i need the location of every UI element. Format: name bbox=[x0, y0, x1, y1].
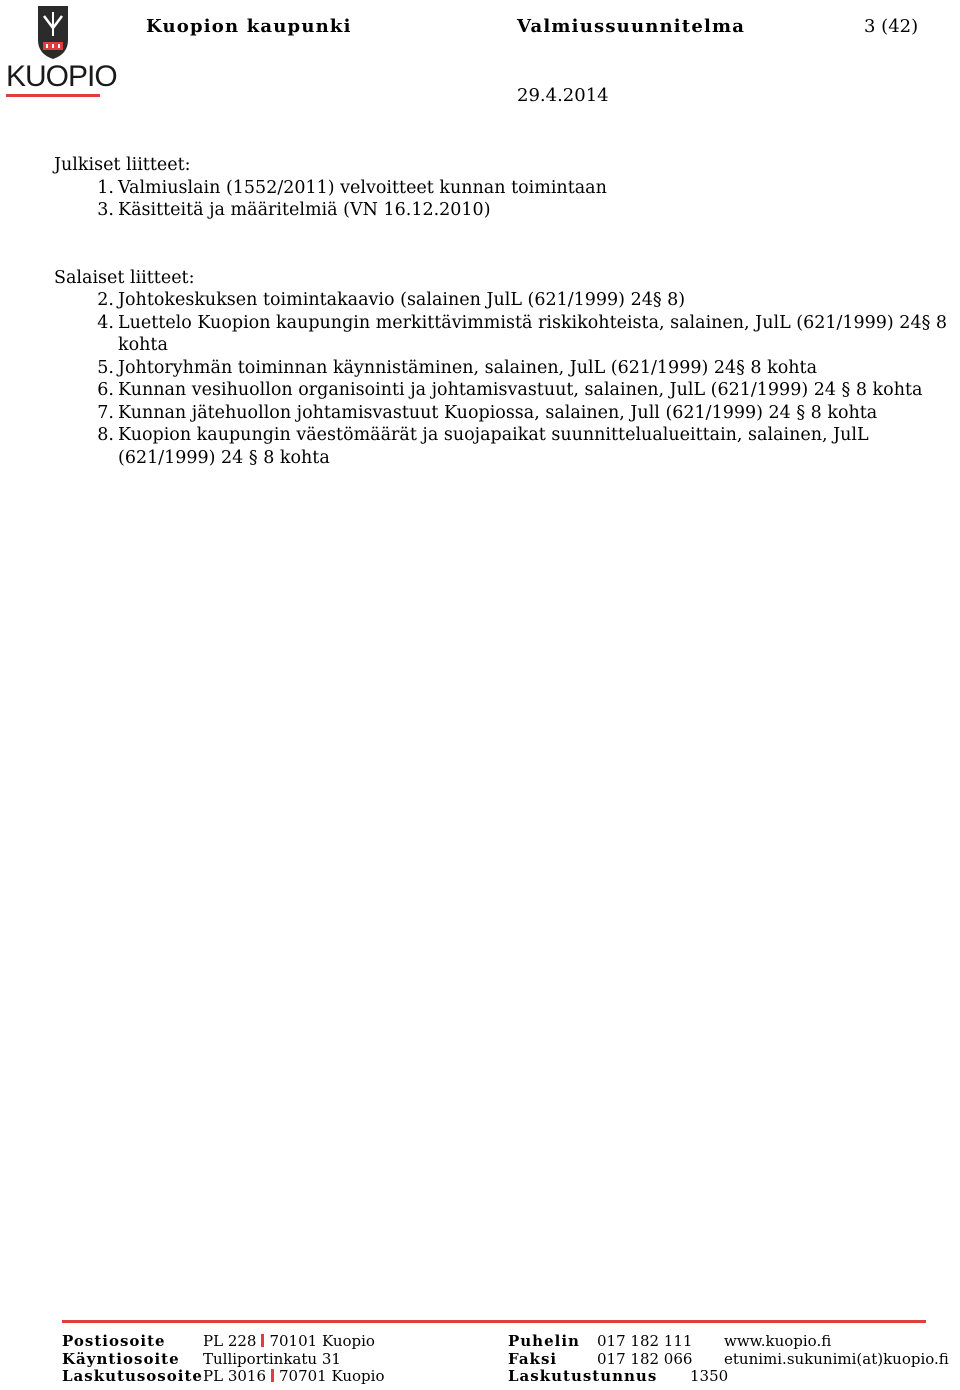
list-item-text: Luettelo Kuopion kaupungin merkittävimmistä riskikohteista, salainen, JulL (621/1999) 24§ 8 kohta bbox=[118, 312, 948, 355]
visiting-address-value: Tulliportinkatu 31 bbox=[203, 1349, 341, 1368]
list-item-number: 8. bbox=[97, 425, 114, 445]
header-date: 29.4.2014 bbox=[517, 85, 609, 106]
list-item bbox=[54, 424, 960, 469]
header-page-number: 3 (42) bbox=[864, 16, 919, 37]
billing-address-value bbox=[203, 1368, 384, 1386]
list-item-text: Valmiuslain (1552/2011) velvoitteet kunnan toimintaan bbox=[118, 177, 607, 198]
list-item-number: 5. bbox=[97, 357, 114, 378]
fax-value: 017 182 066 bbox=[597, 1349, 693, 1368]
list-item-number: 1. bbox=[97, 177, 114, 198]
list-item bbox=[54, 177, 960, 200]
postal-city: 70101 Kuopio bbox=[269, 1332, 375, 1350]
list-item bbox=[54, 312, 960, 357]
logo-underline bbox=[4, 94, 102, 98]
list-item-text: Kunnan vesihuollon organisointi ja johtamisvastuut, salainen, JulL (621/1999) 24 § 8 kohta bbox=[118, 380, 923, 400]
logo-wordmark: KUOPIO bbox=[6, 60, 117, 93]
list-item-number: 7. bbox=[97, 402, 114, 423]
list-item bbox=[54, 379, 960, 402]
list-item bbox=[54, 289, 960, 312]
email-link[interactable]: etunimi.sukunimi(at)kuopio.fi bbox=[724, 1349, 949, 1368]
postal-address-value bbox=[203, 1333, 375, 1351]
list-item-text: Käsitteitä ja määritelmiä (VN 16.12.2010) bbox=[118, 200, 491, 220]
footer-row-billing bbox=[62, 1368, 942, 1386]
footer-row-postal bbox=[62, 1333, 942, 1351]
billing-id-value: 1350 bbox=[690, 1367, 729, 1385]
secret-attachments-title: Salaiset liitteet: bbox=[54, 267, 195, 288]
list-item-text: Johtoryhmän toiminnan käynnistäminen, salainen, JulL (621/1999) 24§ 8 kohta bbox=[118, 357, 818, 378]
list-item-text: Kunnan jätehuollon johtamisvastuut Kuopiossa, salainen, Jull (621/1999) 24 § 8 kohta bbox=[118, 402, 878, 423]
footer-divider bbox=[62, 1320, 926, 1323]
list-item-number: 6. bbox=[97, 380, 114, 400]
list-item-number: 3. bbox=[97, 200, 114, 220]
header-document-title: Valmiussuunnitelma bbox=[517, 16, 746, 37]
document-body bbox=[54, 154, 960, 469]
postal-address-label: Postiosoite bbox=[62, 1332, 166, 1350]
separator-bar bbox=[261, 1334, 264, 1347]
header-organization: Kuopion kaupunki bbox=[146, 16, 352, 37]
billing-id-label: Laskutustunnus bbox=[508, 1367, 658, 1385]
secret-attachments-list bbox=[54, 289, 960, 469]
coat-of-arms-icon bbox=[4, 2, 102, 62]
list-item-number: 4. bbox=[97, 312, 114, 333]
phone-label: Puhelin bbox=[508, 1332, 580, 1350]
kuopio-logo bbox=[4, 2, 117, 98]
public-attachments-list bbox=[54, 177, 960, 222]
list-item bbox=[54, 402, 960, 425]
footer-row-visit bbox=[62, 1349, 949, 1369]
postal-box: PL 228 bbox=[203, 1332, 257, 1350]
list-item bbox=[54, 357, 960, 380]
phone-value: 017 182 111 bbox=[597, 1332, 693, 1350]
list-item-text: Kuopion kaupungin väestömäärät ja suojapaikat suunnittelualueittain, salainen, JulL (621/1999) 24 § 8 kohta bbox=[118, 425, 869, 468]
billing-box: PL 3016 bbox=[203, 1367, 266, 1385]
fax-label: Faksi bbox=[508, 1349, 558, 1368]
visiting-address-label: Käyntiosoite bbox=[62, 1349, 180, 1368]
public-attachments-title: Julkiset liitteet: bbox=[54, 155, 191, 175]
list-item bbox=[54, 199, 960, 222]
website-link[interactable]: www.kuopio.fi bbox=[724, 1332, 832, 1350]
separator-bar bbox=[271, 1369, 274, 1382]
list-item-number: 2. bbox=[97, 290, 114, 310]
list-item-text: Johtokeskuksen toimintakaavio (salainen JulL (621/1999) 24§ 8) bbox=[118, 290, 686, 310]
billing-city: 70701 Kuopio bbox=[279, 1367, 385, 1385]
footer bbox=[62, 1332, 949, 1386]
billing-address-label: Laskutusosoite bbox=[62, 1367, 203, 1385]
